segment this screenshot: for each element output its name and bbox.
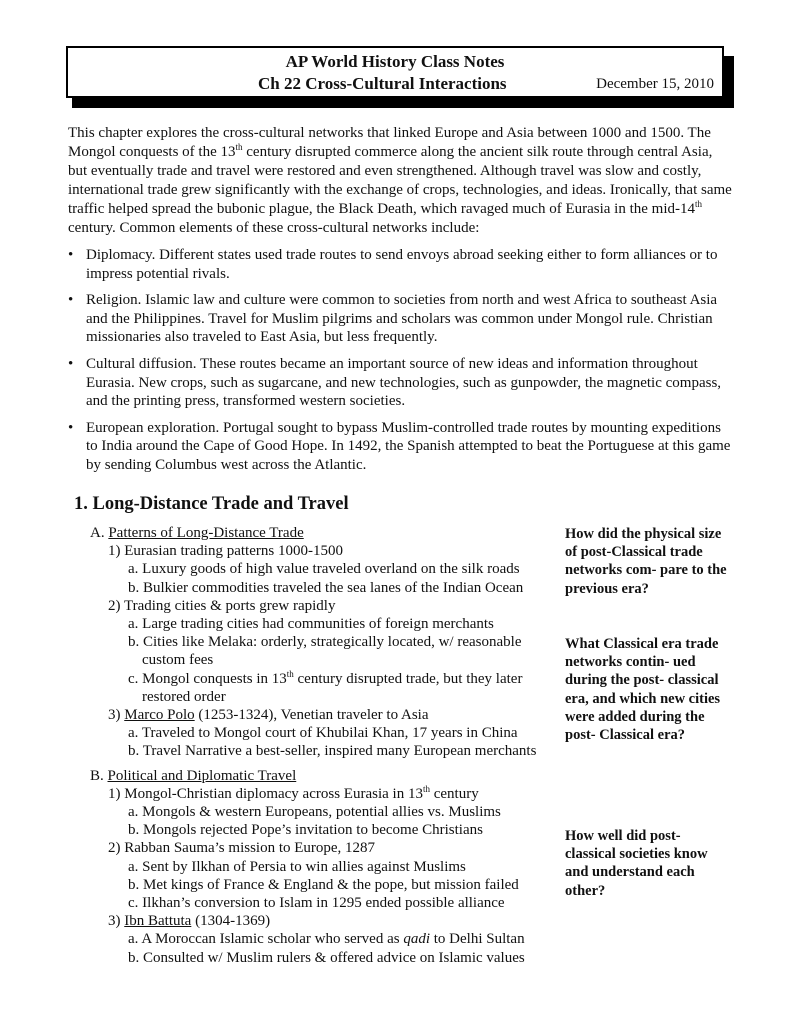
outline-subitem: a. Sent by Ilkhan of Persia to win allies against Muslims	[128, 858, 466, 875]
outline-subitem: b. Consulted w/ Muslim rulers & offered advice on Islamic values	[128, 949, 525, 966]
outline-subitem-cont: custom fees	[142, 652, 214, 669]
outline-item: 1) Mongol-Christian diplomacy across Eurasia in 13th century	[108, 783, 479, 802]
outline-subitem: b. Met kings of France & England & the pope, but mission failed	[128, 876, 519, 893]
intro-paragraph: This chapter explores the cross-cultural networks that linked Europe and Asia between 1000 and 1500. The Mongol conquests of the 13th century disrupted commerce along the ancient silk route through central Asia, but eventually trade and travel were restored and even strengthened. Although travel was slow and costly, international trade grew significantly with the exchange of crops, technologies, and ideas. Ironically, that same traffic helped spread the bubonic plague, the Black Death, which ravaged much of Eurasia in the mid-14th century. Common elements of these cross-cultural networks include:	[68, 125, 732, 236]
bullet-item-cultural-diffusion: • Cultural diffusion. These routes became an important source of new ideas and information throughout Eurasia. New crops, such as sugarcane, and new technologies, such as gunpowder, the magnetic compass, and the printing press, transformed western societies.	[68, 355, 722, 410]
outline-item: 2) Rabban Sauma’s mission to Europe, 1287	[108, 840, 376, 857]
outline-item: 1) Eurasian trading patterns 1000-1500	[108, 543, 343, 560]
outline-subitem: b. Travel Narrative a best-seller, inspired many European merchants	[128, 743, 537, 760]
outline-subitem: a. Large trading cities had communities of foreign merchants	[128, 616, 494, 633]
bullet-list	[68, 246, 732, 483]
outline-subitem: c. Ilkhan’s conversion to Islam in 1295 ended possible alliance	[128, 895, 505, 912]
bullet-item-european-exploration: • European exploration. Portugal sought to bypass Muslim-controlled trade routes by mounting expeditions to India around the Cape of Good Hope. In 1492, the Spanish attempted to beat the Portuguese at this game by sending Columbus west across the Atlantic.	[68, 419, 731, 473]
bullet-icon: •	[68, 247, 74, 263]
outline-subitem: b. Cities like Melaka: orderly, strategically located, w/ reasonable	[128, 634, 522, 651]
bullet-icon: •	[68, 419, 74, 436]
study-question-2: What Classical era trade networks contin- ued during the post- classical era, and which new cities were added during the post- Classical era?	[565, 636, 721, 744]
outline	[90, 524, 560, 967]
chapter-title: Ch 22 Cross-Cultural Interactions	[258, 74, 507, 93]
outline-subitem: a. Mongols & western Europeans, potential allies vs. Muslims	[128, 804, 501, 821]
study-question-3: How well did post- classical societies know and understand each other?	[565, 828, 708, 899]
outline-subitem: b. Bulkier commodities traveled the sea lanes of the Indian Ocean	[128, 579, 524, 596]
page-title: AP World History Class Notes	[285, 52, 505, 71]
section-heading: 1. Long-Distance Trade and Travel	[74, 494, 349, 514]
outline-subitem: a. Luxury goods of high value traveled overland on the silk roads	[128, 561, 520, 578]
study-question-1: How did the physical size of post-Classical trade networks com- pare to the previous era?	[565, 526, 727, 597]
outline-subitem: a. Traveled to Mongol court of Khubilai Khan, 17 years in China	[128, 725, 518, 742]
outline-item: 3) Marco Polo (1253-1324), Venetian traveler to Asia	[108, 707, 429, 724]
date: December 15, 2010	[596, 76, 714, 92]
bullet-item-religion: • Religion. Islamic law and culture were common to societies from north and west Africa to southeast Asia and the Philippines. Travel for Muslim pilgrims and scholars was common under Mongol rule. Christian missionaries also traveled to East Asia, but less frequently.	[68, 292, 718, 346]
bullet-icon: •	[68, 292, 74, 309]
outline-subitem: b. Mongols rejected Pope’s invitation to become Christians	[128, 822, 483, 839]
outline-subitem: c. Mongol conquests in 13th century disrupted trade, but they later	[128, 668, 523, 687]
outline-heading-b: B. Political and Diplomatic Travel	[90, 767, 297, 784]
bullet-item-diplomacy: • Diplomacy. Different states used trade routes to send envoys abroad seeking either to form alliances or to impress potential rivals.	[68, 247, 718, 282]
title-box	[66, 46, 724, 98]
outline-heading-a: A. Patterns of Long-Distance Trade	[90, 525, 304, 541]
outline-subitem: a. A Moroccan Islamic scholar who served as qadi to Delhi Sultan	[128, 931, 525, 948]
outline-item: 2) Trading cities & ports grew rapidly	[108, 597, 336, 614]
bullet-icon: •	[68, 355, 74, 372]
outline-subitem-cont: restored order	[142, 688, 226, 705]
outline-item: 3) Ibn Battuta (1304-1369)	[108, 913, 271, 930]
